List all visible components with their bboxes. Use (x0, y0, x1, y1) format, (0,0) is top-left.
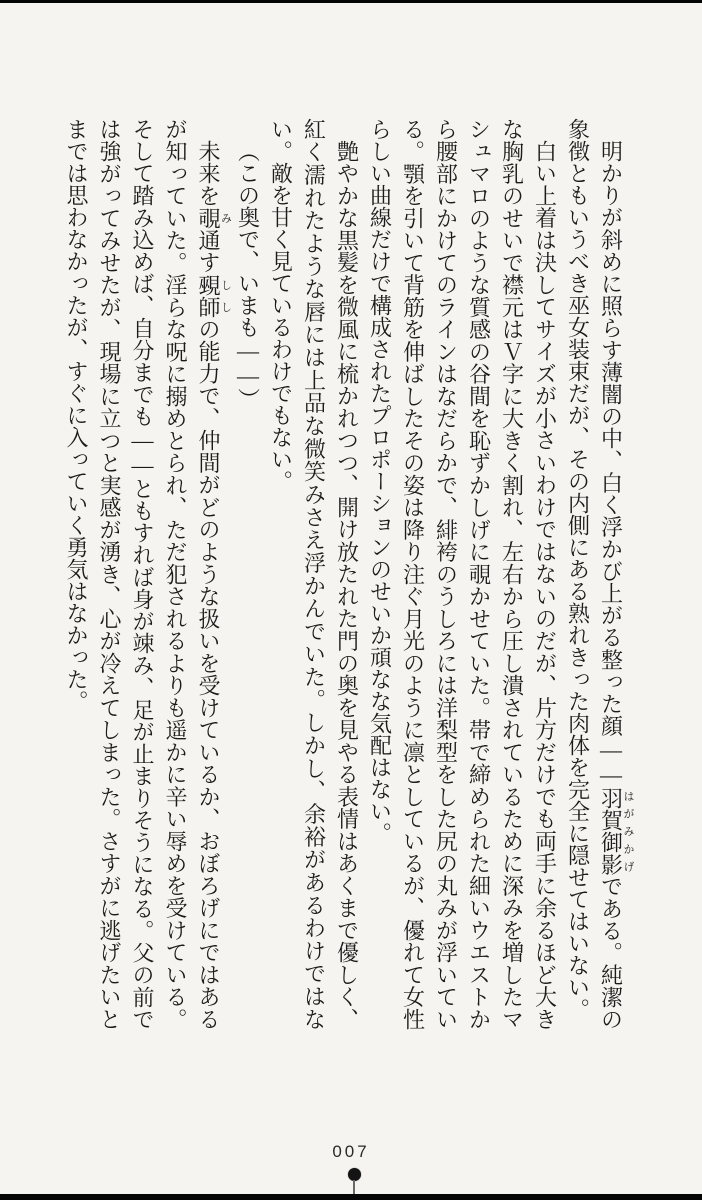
page-number: 007 (332, 1142, 370, 1161)
paragraph: （この奥で、いまも――） (235, 140, 261, 410)
scan-edge-bottom (0, 1194, 702, 1200)
paragraph: 未来を覗み通す覡師ししの能力で、仲間がどのような扱いを受けているか、おぼろげにではあるが知っていた。淫らな呪に搦めとられ、ただ犯されるよりも遥かに辛い辱めを受けている。そして踏み込めば、自分までも――ともすれば身が竦み、足が止まりそうになる。父の前では強がってみせたが、現場に立つと実感が湧き、心が冷えてしまった。さすがに逃げたいとまでは思わなかったが、すぐに入っていく勇気はなかった。 (64, 118, 232, 1031)
page-text (60, 118, 634, 1030)
ruby-annotated-text: 覗み (196, 206, 232, 230)
scan-edge-top (0, 0, 702, 3)
paragraph: 艶やかな黒髪を微風に梳かれつつ、開け放たれた門の奥を見やる表情はあくまで優しく、紅く濡れたような唇には上品な微笑みさえ浮かんでいた。しかし、余裕があるわけではない。敵を甘く見ているわけでもない。 (268, 118, 360, 1030)
ruby-annotated-text: 羽賀御影はがみかげ (598, 786, 634, 876)
paragraph: 白い上着は決してサイズが小さいわけではないのだが、片方だけでも両手に余るほど大きな胸乳のせいで襟元はＶ字に大きく割れ、左右から圧し潰されているために深みを増したマシュマロのような質感の谷間を恥ずかしげに覗かせていた。帯で締められた細いウエストから腰部にかけてのラインはなだらかで、緋袴のうしろには洋梨型をした尻の丸みが浮いている。顎を引いて背筋を伸ばしたその姿は降り注ぐ月光のように凛としているが、優れて女性らしい曲線だけで構成されたプロポーションのせいか頑なな気配はない。 (367, 118, 558, 1030)
ruby-annotated-text: 覡師しし (196, 273, 232, 319)
paragraph: 明かりが斜めに照らす薄闇の中、白く浮かび上がる整った顔――羽賀御影はがみかげである。純潔の象徴ともいうべき巫女装束だが、その内側にある熟れきった肉体を完全に隠せてはいない。 (565, 118, 634, 1031)
